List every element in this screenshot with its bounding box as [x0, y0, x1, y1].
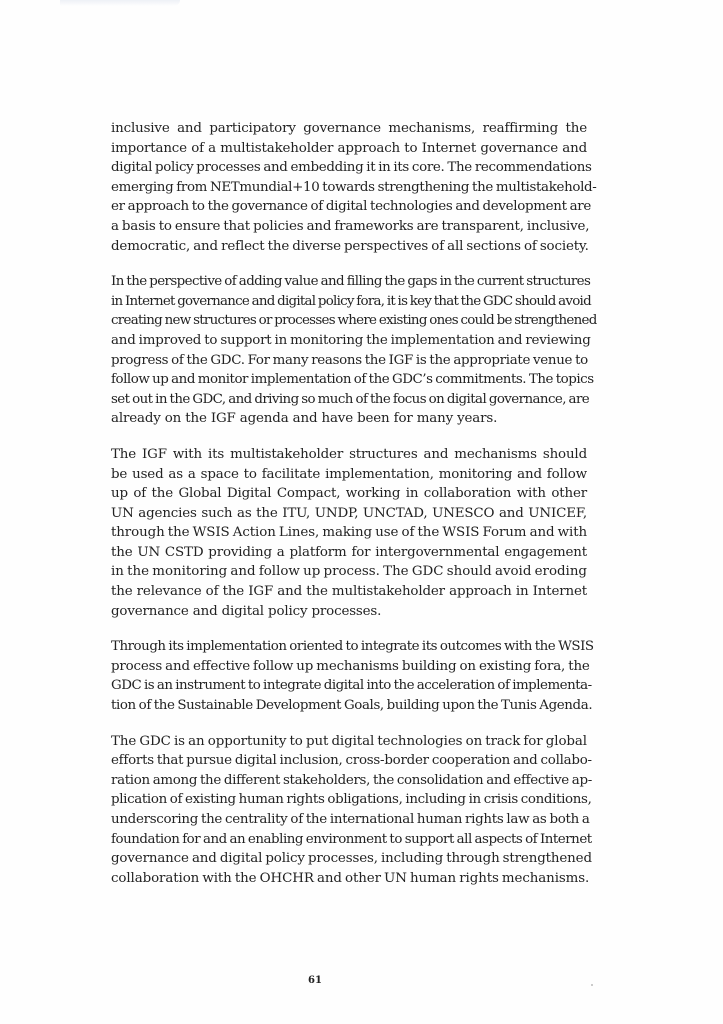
text-line: plication of existing human rights obligations, including in crisis conditions,	[111, 792, 592, 808]
paragraph-5	[111, 732, 592, 889]
text-line: process and effective follow up mechanisms building on existing fora, the	[111, 658, 590, 674]
text-line: governance and digital policy processes.	[111, 603, 382, 619]
text-line: collaboration with the OHCHR and other UN human rights mechanisms.	[111, 870, 590, 886]
text-line: In the perspective of adding value and filling the gaps in the current structures	[111, 274, 591, 290]
text-line: follow up and monitor implementation of the GDC’s commitments. The topics	[111, 372, 594, 388]
text-line: and improved to support in monitoring the implementation and reviewing	[111, 332, 591, 348]
text-line: in the monitoring and follow up process. The GDC should avoid eroding	[111, 564, 587, 580]
text-line: the relevance of the IGF and the multistakeholder approach in Internet	[111, 584, 587, 600]
scan-speck	[591, 984, 593, 986]
text-line: underscoring the centrality of the international human rights law as both a	[111, 812, 590, 827]
text-line: inclusive and participatory governance mechanisms, reaffirming the	[111, 121, 587, 136]
paragraph-3	[111, 445, 587, 621]
text-line: through the WSIS Action Lines, making use of the WSIS Forum and with	[111, 525, 587, 541]
text-line: ration among the different stakeholders, the consolidation and effective ap-	[111, 772, 592, 788]
text-line: be used as a space to facilitate implementation, monitoring and follow	[111, 466, 587, 482]
text-line: already on the IGF agenda and have been for many years.	[111, 411, 498, 427]
text-line: set out in the GDC, and driving so much of the focus on digital governance, are	[111, 391, 590, 407]
text-line: importance of a multistakeholder approach to Internet governance and	[111, 140, 587, 156]
text-line: creating new structures or processes where existing ones could be strengthened	[111, 313, 597, 329]
text-line: UN agencies such as the ITU, UNDP, UNCTAD, UNESCO and UNICEF,	[111, 505, 587, 521]
text-line: in Internet governance and digital policy fora, it is key that the GDC should avoid	[111, 293, 591, 309]
paragraph-1	[111, 119, 597, 256]
text-line: The IGF with its multistakeholder structures and mechanisms should	[111, 446, 587, 462]
text-line: governance and digital policy processes, including through strengthened	[111, 851, 592, 867]
text-line: efforts that pursue digital inclusion, cross-border cooperation and collabo-	[111, 753, 592, 769]
text-line: er approach to the governance of digital technologies and development are	[111, 199, 591, 215]
text-line: tion of the Sustainable Development Goals, building upon the Tunis Agenda.	[111, 698, 593, 714]
text-line: The GDC is an opportunity to put digital technologies on track for global	[111, 733, 587, 749]
text-line: foundation for and an enabling environment to support all aspects of Internet	[111, 831, 592, 847]
text-line: a basis to ensure that policies and frameworks are transparent, inclusive,	[111, 218, 590, 234]
text-line: emerging from NETmundial+10 towards strengthening the multistakehold-	[111, 179, 597, 195]
text-line: progress of the GDC. For many reasons the IGF is the appropriate venue to	[111, 352, 588, 368]
text-line: digital policy processes and embedding it in its core. The recommendations	[111, 160, 592, 176]
page-number: 61	[308, 975, 322, 986]
scan-edge-artifact	[60, 0, 180, 6]
paragraph-4	[111, 637, 594, 715]
text-line: GDC is an instrument to integrate digital into the acceleration of implementa-	[111, 678, 592, 694]
text-line: Through its implementation oriented to integrate its outcomes with the WSIS	[111, 639, 594, 655]
paragraph-2	[111, 272, 597, 429]
text-line: the UN CSTD providing a platform for intergovernmental engagement	[111, 544, 587, 560]
body-text	[111, 119, 597, 904]
text-line: up of the Global Digital Compact, working in collaboration with other	[111, 486, 587, 502]
text-line: democratic, and reflect the diverse perspectives of all sections of society.	[111, 238, 589, 254]
